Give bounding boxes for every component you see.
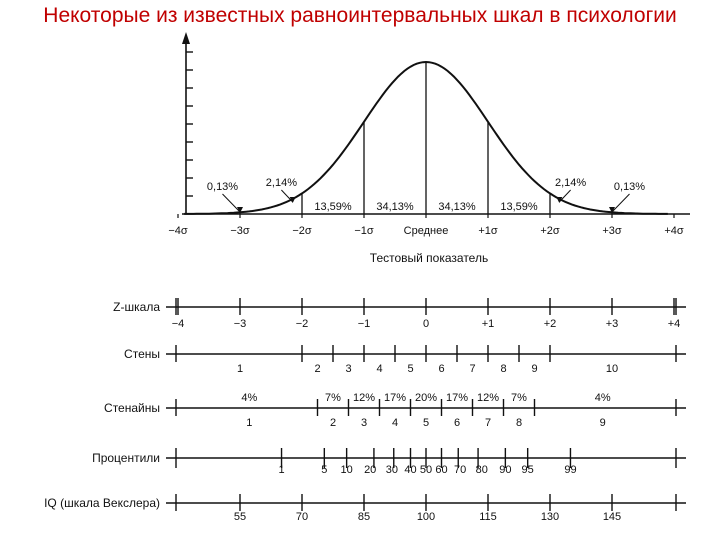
- scale-value-label: 8: [515, 417, 523, 429]
- scale-value-label: −1: [357, 318, 371, 330]
- sigma-label: Среднее: [403, 225, 449, 237]
- sigma-label: −3σ: [230, 225, 250, 237]
- sigma-label: +4σ: [664, 225, 684, 237]
- band-percent-label: 2,14%: [265, 177, 298, 189]
- scale-value-label: 40: [404, 464, 417, 476]
- scale-value-label: 95: [521, 464, 534, 476]
- sigma-label: −1σ: [354, 225, 374, 237]
- scale-value-label: 2: [314, 363, 321, 375]
- band-percent-label: 13,59%: [314, 201, 352, 213]
- band-percent-label: 2,14%: [554, 177, 587, 189]
- scale-value-label: 30: [385, 464, 399, 476]
- scale-name: Процентили: [92, 451, 160, 465]
- scale-value-label: 70: [453, 464, 467, 476]
- scale-name: Стены: [124, 347, 160, 361]
- scale-value-label: 99: [564, 464, 577, 476]
- sigma-label: +2σ: [540, 225, 560, 237]
- scale-value-label: 8: [500, 363, 507, 375]
- scale-percent-label: 4%: [594, 392, 611, 404]
- sigma-label: −2σ: [292, 225, 312, 237]
- scale-value-label: 5: [422, 417, 430, 429]
- scale-value-label: 9: [599, 417, 606, 429]
- scale-value-label: 4: [376, 363, 383, 375]
- scale-value-label: 5: [407, 363, 414, 375]
- scale-value-label: 50: [419, 464, 433, 476]
- scale-value-label: 130: [540, 511, 560, 523]
- x-axis-title: Тестовый показатель: [369, 251, 489, 265]
- scale-name: Стенайны: [104, 401, 160, 415]
- scale-value-label: 1: [278, 464, 285, 476]
- scale-percent-label: 12%: [476, 392, 500, 404]
- scale-value-label: 80: [475, 464, 488, 476]
- band-percent-label: 0,13%: [613, 181, 646, 193]
- y-axis-arrow: [182, 32, 190, 44]
- band-pointer-arrow: [559, 190, 570, 202]
- scale-value-label: 70: [295, 511, 309, 523]
- scale-percent-label: 7%: [511, 392, 527, 404]
- band-percent-label: 34,13%: [376, 201, 414, 213]
- scale-value-label: 3: [345, 363, 352, 375]
- scale-value-label: 9: [531, 363, 538, 375]
- scale-value-label: 10: [340, 464, 353, 476]
- scale-value-label: +2: [543, 318, 557, 330]
- scale-value-label: 3: [360, 417, 368, 429]
- scale-value-label: 0: [422, 318, 430, 330]
- scale-value-label: 4: [391, 417, 399, 429]
- scale-percent-label: 12%: [352, 392, 376, 404]
- scale-value-label: −3: [233, 318, 247, 330]
- scale-name: Z-шкала: [113, 300, 160, 314]
- scale-value-label: 10: [605, 363, 619, 375]
- band-percent-label: 34,13%: [438, 201, 476, 213]
- scale-value-label: 90: [499, 464, 512, 476]
- scale-value-label: +4: [667, 318, 681, 330]
- scale-value-label: +3: [605, 318, 619, 330]
- scale-value-label: +1: [481, 318, 495, 330]
- sigma-label: −4σ: [168, 225, 188, 237]
- scale-value-label: 1: [236, 363, 244, 375]
- scale-value-label: 5: [321, 464, 328, 476]
- scale-value-label: 6: [438, 363, 445, 375]
- scales-panel: [44, 298, 686, 523]
- scale-value-label: 60: [435, 464, 448, 476]
- band-pointer-arrow: [281, 190, 292, 202]
- band-percent-label: 13,59%: [500, 201, 538, 213]
- scale-percent-label: 4%: [241, 392, 258, 404]
- scale-value-label: 6: [453, 417, 461, 429]
- scale-percent-label: 20%: [414, 392, 438, 404]
- scale-value-label: 85: [357, 511, 371, 523]
- sigma-label: +1σ: [478, 225, 498, 237]
- slide-title: Некоторые из известных равноинтервальных шкал в психологии: [43, 4, 677, 27]
- scale-value-label: 1: [246, 417, 253, 429]
- scale-value-label: −4: [171, 318, 185, 330]
- scale-value-label: 7: [469, 363, 476, 375]
- normal-curve-panel: [168, 32, 690, 265]
- scale-value-label: 20: [364, 464, 377, 476]
- scale-percent-label: 17%: [445, 392, 469, 404]
- band-pointer-arrow: [612, 194, 630, 212]
- sigma-label: +3σ: [602, 225, 622, 237]
- scale-value-label: 2: [329, 417, 337, 429]
- band-pointer-arrow: [223, 194, 241, 212]
- scale-value-label: −2: [295, 318, 309, 330]
- scale-value-label: 100: [416, 511, 436, 523]
- scale-percent-label: 17%: [383, 392, 407, 404]
- scale-value-label: 55: [233, 511, 247, 523]
- scale-value-label: 115: [479, 511, 497, 523]
- scale-value-label: 145: [602, 511, 622, 523]
- scale-percent-label: 7%: [325, 392, 341, 404]
- scale-value-label: 7: [484, 417, 492, 429]
- band-percent-label: 0,13%: [206, 181, 239, 193]
- scale-name: IQ (шкала Векслера): [44, 496, 160, 510]
